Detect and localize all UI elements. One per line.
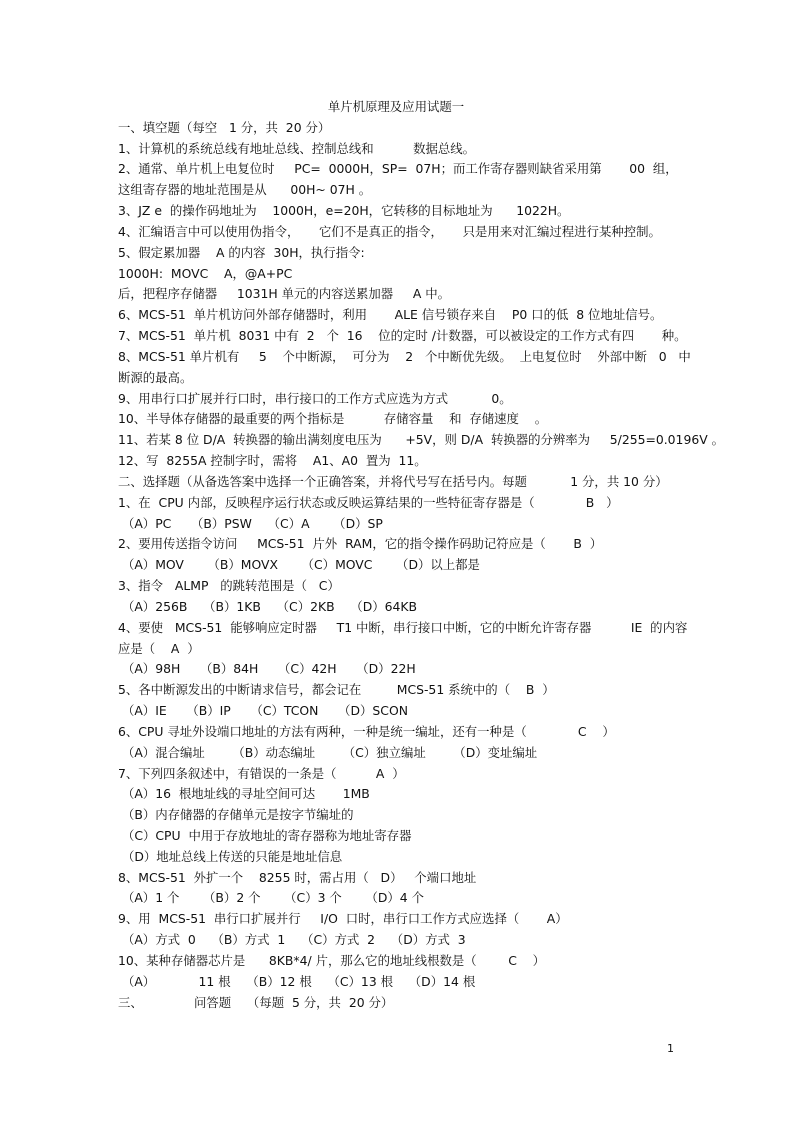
question-line: 10、半导体存储器的最重要的两个指标是 存储容量 和 存储速度 。	[118, 411, 548, 427]
question-line: 1000H: MOVC A，@A+PC	[118, 265, 293, 281]
question-line: 4、要使 MCS-51 能够响应定时器 T1 中断，串行接口中断，它的中断允许寄存器 IE 的内容	[118, 619, 688, 635]
question-line: 3、指令 ALMP 的跳转范围是（ C）	[118, 578, 340, 594]
question-line: 2、要用传送指令访问 MCS-51 片外 RAM，它的指令操作码助记符应是（ B ）	[118, 536, 603, 552]
options-line: （A）98H （B）84H （C）42H （D）22H	[118, 661, 416, 677]
options-line: （A） 11 根 （B）12 根 （C）13 根 （D）14 根	[118, 973, 476, 989]
question-line: 1、计算机的系统总线有地址总线、控制总线和 数据总线。	[118, 140, 476, 156]
question-line: 6、MCS-51 单片机访问外部存储器时，利用 ALE 信号锁存来自 P0 口的低 8 位地址信号。	[118, 307, 663, 323]
question-line: 7、MCS-51 单片机 8031 中有 2 个 16 位的定时 /计数器，可以被设定的工作方式有四 种。	[118, 328, 687, 344]
question-line: 6、CPU 寻址外设端口地址的方法有两种，一种是统一编址，还有一种是（ C ）	[118, 723, 615, 739]
section-heading-short-answer: 三、 问答题 （每题 5 分，共 20 分）	[118, 994, 394, 1010]
question-line: 12、写 8255A 控制字时，需将 A1、A0 置为 11。	[118, 453, 427, 469]
question-line: 断源的最高。	[118, 369, 193, 385]
question-line: 5、各中断源发出的中断请求信号，都会记在 MCS-51 系统中的（ B ）	[118, 682, 555, 698]
options-line: （A）256B （B）1KB （C）2KB （D）64KB	[118, 598, 418, 614]
question-line: 5、假定累加器 A 的内容 30H，执行指令:	[118, 244, 365, 260]
document-title: 单片机原理及应用试题一	[327, 99, 465, 114]
question-line: 应是（ A ）	[118, 640, 200, 656]
page-number: 1	[667, 1042, 674, 1055]
options-line: （A）MOV （B）MOVX （C）MOVC （D）以上都是	[118, 557, 480, 573]
options-line: （A）混合编址 （B）动态编址 （C）独立编址 （D）变址编址	[118, 744, 538, 760]
question-line: 1、在 CPU 内部，反映程序运行状态或反映运算结果的一些特征寄存器是（ B ）	[118, 494, 619, 510]
question-line: 8、MCS-51 外扩一个 8255 时，需占用（ D） 个端口地址	[118, 869, 477, 885]
section-heading-fill-in: 一、填空题（每空 1 分，共 20 分）	[118, 119, 331, 135]
options-line: （A）方式 0 （B）方式 1 （C）方式 2 （D）方式 3	[118, 932, 466, 948]
question-line: 4、汇编语言中可以使用伪指令， 它们不是真正的指令， 只是用来对汇编过程进行某种控制。	[118, 223, 661, 239]
options-line: （C）CPU 中用于存放地址的寄存器称为地址寄存器	[118, 827, 412, 843]
question-line: 2、通常、单片机上电复位时 PC= 0000H，SP= 07H；而工作寄存器则缺省采用第 00 组，	[118, 161, 678, 177]
question-line: 8、MCS-51 单片机有 5 个中断源， 可分为 2 个中断优先级。 上电复位时 外部中断 0 中	[118, 348, 691, 364]
section-heading-multiple-choice: 二、选择题（从备选答案中选择一个正确答案，并将代号写在括号内。每题 1 分，共 10 分）	[118, 473, 668, 489]
options-line: （A）PC （B）PSW （C）A （D）SP	[118, 515, 383, 531]
options-line: （A）16 根地址线的寻址空间可达 1MB	[118, 786, 370, 802]
question-line: 后，把程序存储器 1031H 单元的内容送累加器 A 中。	[118, 286, 451, 302]
question-line: 7、下列四条叙述中，有错误的一条是（ A ）	[118, 765, 405, 781]
question-line: 9、用 MCS-51 串行口扩展并行 I/O 口时，串行口工作方式应选择（ A）	[118, 911, 568, 927]
question-line: 9、用串行口扩展并行口时，串行接口的工作方式应选为方式 0。	[118, 390, 512, 406]
question-line: 这组寄存器的地址范围是从 00H~ 07H 。	[118, 182, 372, 198]
options-line: （D）地址总线上传送的只能是地址信息	[118, 848, 343, 864]
options-line: （A）IE （B）IP （C）TCON （D）SCON	[118, 703, 408, 719]
question-line: 11、若某 8 位 D/A 转换器的输出满刻度电压为 +5V，则 D/A 转换器的分辨率为 5/255=0.0196V 。	[118, 432, 725, 448]
options-line: （B）内存储器的存储单元是按字节编址的	[118, 807, 354, 823]
question-line: 3、JZ e 的操作码地址为 1000H，e=20H，它转移的目标地址为 1022H。	[118, 203, 570, 219]
options-line: （A）1 个 （B）2 个 （C）3 个 （D）4 个	[118, 890, 424, 906]
document-page	[118, 97, 725, 1013]
question-line: 10、某种存储器芯片是 8KB*4/ 片，那么它的地址线根数是（ C ）	[118, 952, 545, 968]
